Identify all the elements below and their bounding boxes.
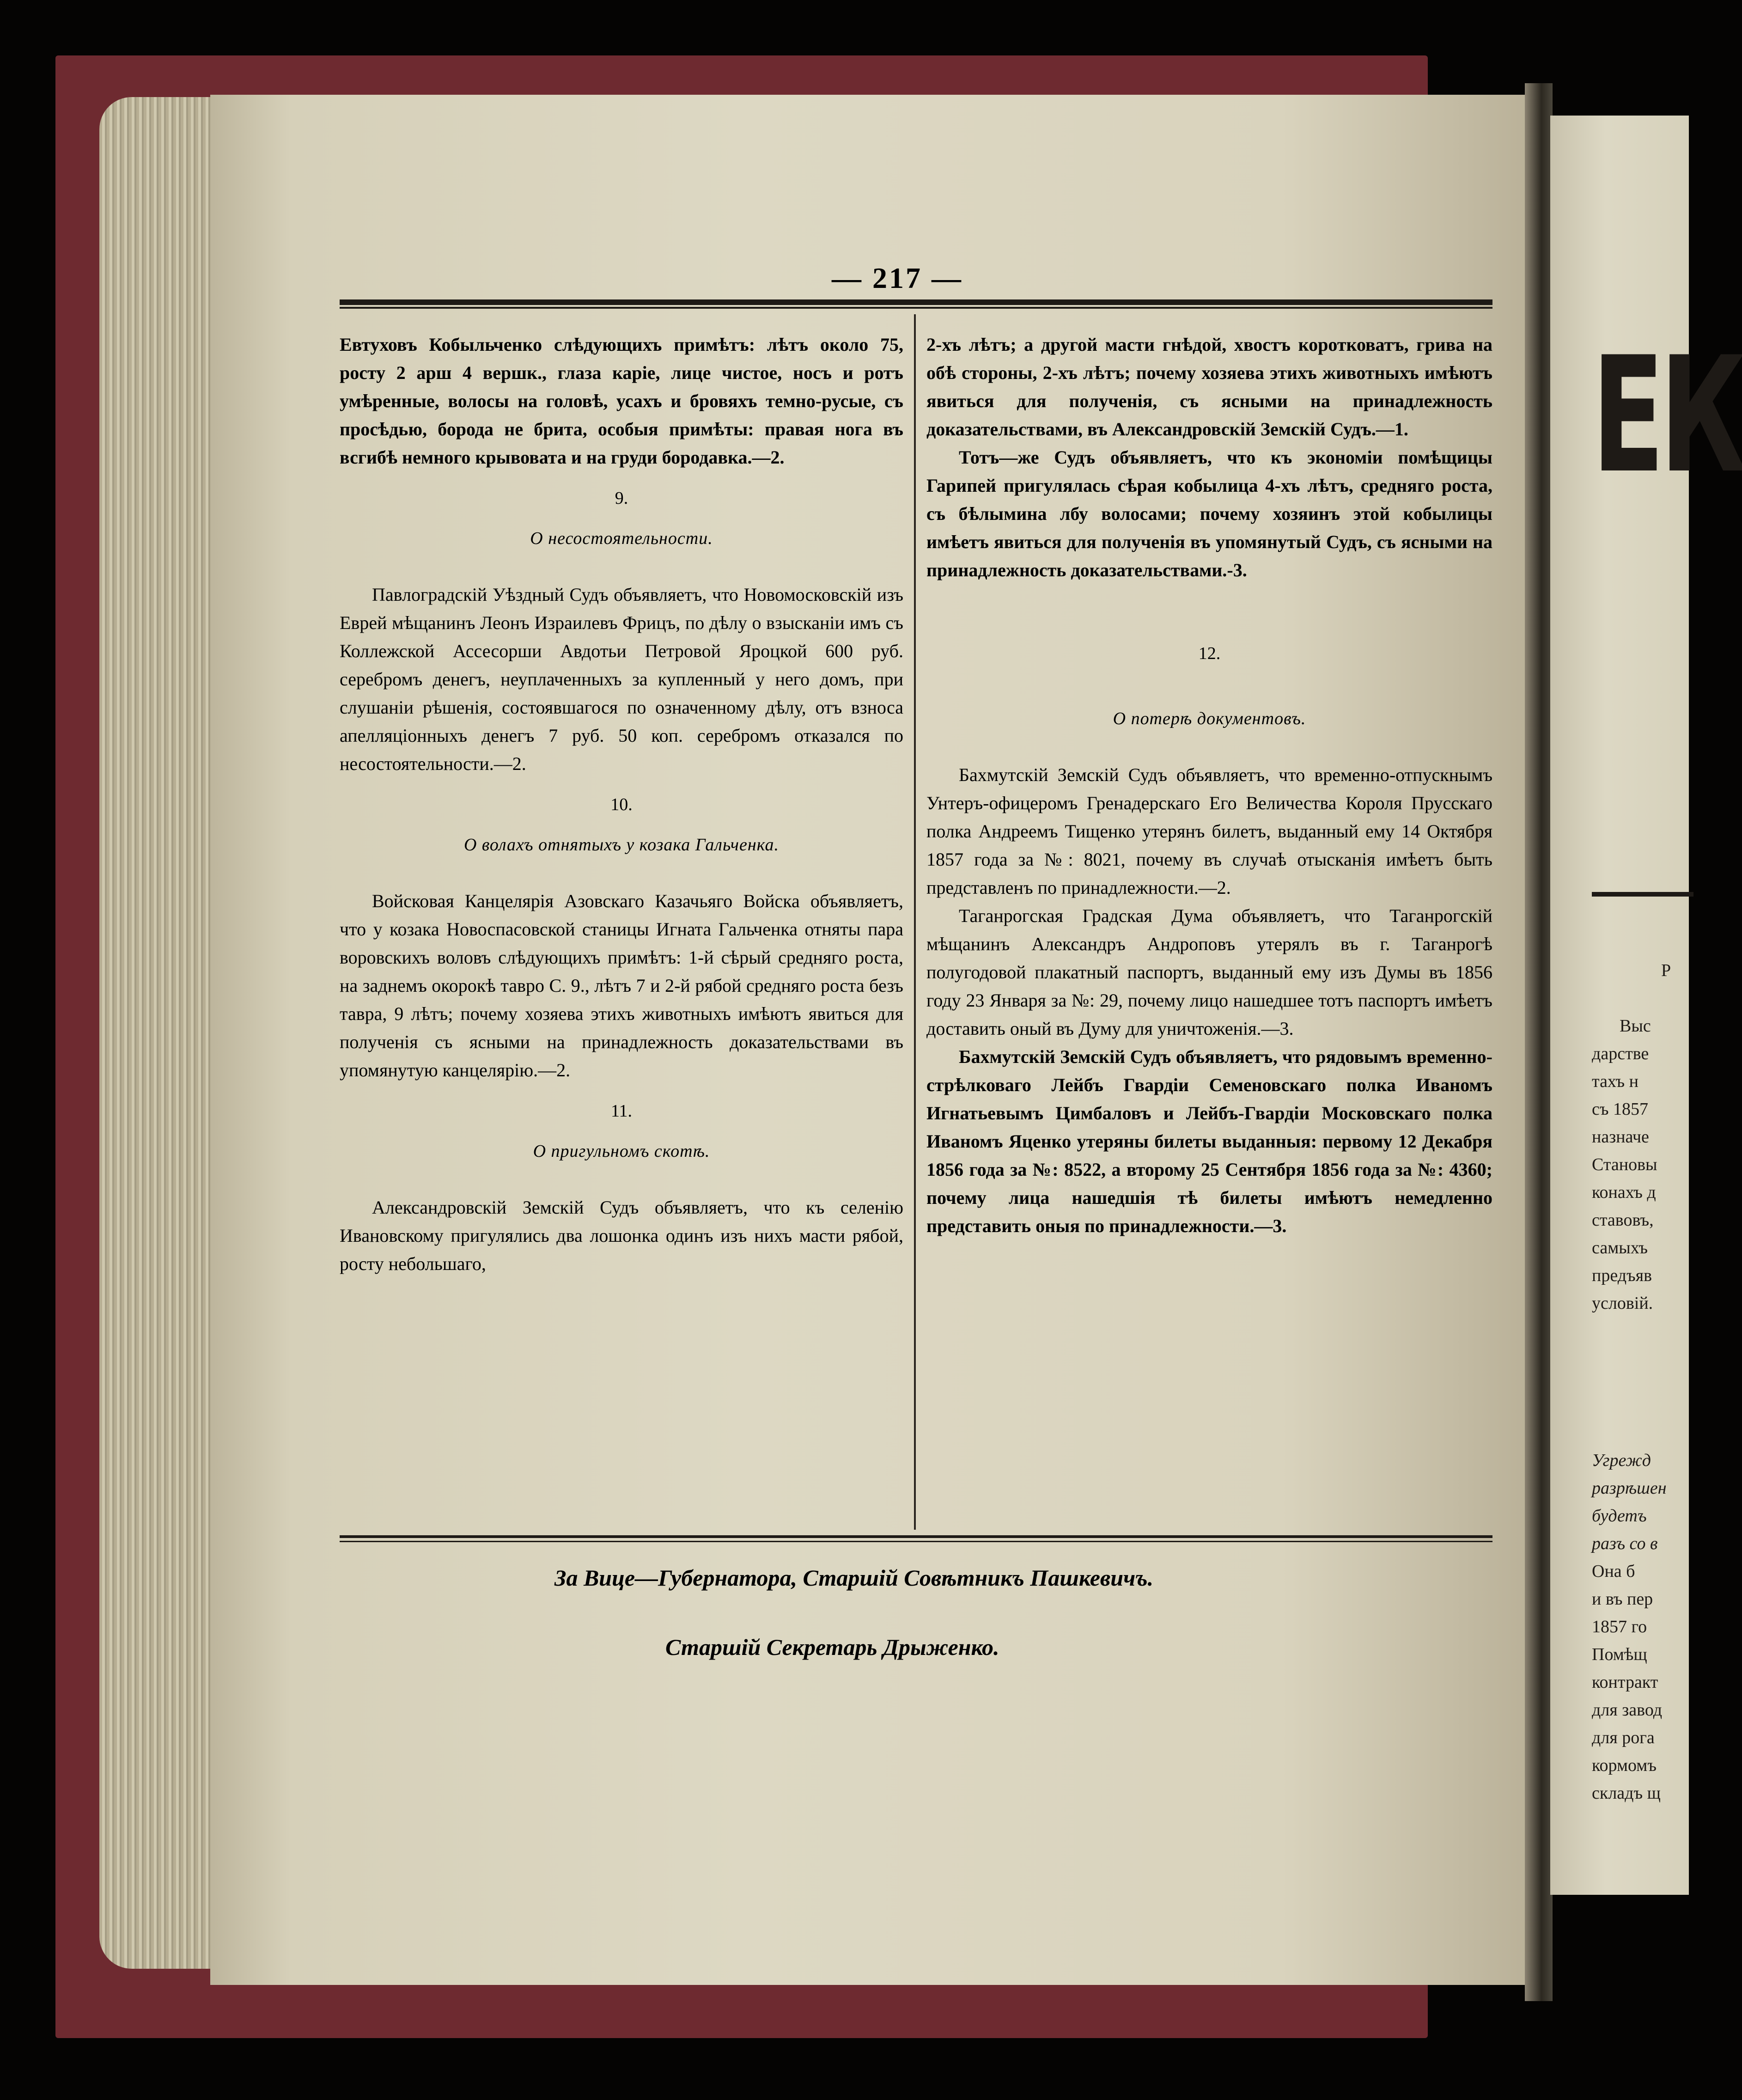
next-page-line: для завод bbox=[1592, 1700, 1663, 1720]
footer-rule bbox=[340, 1535, 1492, 1538]
right-paragraph-4: Таганрогская Градская Дума объявляетъ, что Таганрогскій мѣщанинъ Александръ Андроповъ утерялъ въ г. Таганрогѣ полугодовой плакатный паспортъ, выданный ему изъ Думы въ 1856 году 23 Января за №: 29, почему лицо нашедшее тотъ паспортъ имѣетъ доставить оный въ Думу для уничтоженія.—3. bbox=[926, 905, 1492, 1039]
section-10-heading: О волахъ отнятыхъ у козака Гальченка. bbox=[463, 835, 780, 855]
left-column bbox=[340, 330, 903, 1278]
next-page-line: съ 1857 bbox=[1592, 1099, 1649, 1119]
next-page-line: контракт bbox=[1592, 1673, 1658, 1692]
next-page-lines bbox=[1592, 957, 1671, 1807]
next-page-title: ЕК bbox=[1592, 324, 1742, 509]
next-page-fragment bbox=[1550, 116, 1742, 1895]
section-10-number: 10. bbox=[610, 795, 633, 814]
next-page-line: предъяв bbox=[1592, 1266, 1652, 1285]
header-rule-thin bbox=[340, 307, 1492, 309]
next-page-line: 1857 го bbox=[1592, 1617, 1647, 1636]
next-page-line: условій. bbox=[1592, 1294, 1653, 1313]
header-rule bbox=[340, 299, 1492, 305]
next-page-line: Угрежд bbox=[1592, 1451, 1651, 1470]
next-page-line: Она б bbox=[1592, 1562, 1635, 1581]
next-page-line: Выс bbox=[1620, 1016, 1651, 1036]
section-12-heading: О потерѣ документовъ. bbox=[1113, 709, 1306, 728]
signature-vice-governor: За Вице—Губернатора, Старшій Совѣтникъ Пашкевичъ. bbox=[554, 1565, 1154, 1591]
next-page-line: разъ со в bbox=[1592, 1534, 1658, 1553]
next-page-line: конахъ д bbox=[1592, 1183, 1656, 1202]
right-paragraph-3: Бахмутскій Земскій Судъ объявляетъ, что временно-отпускнымъ Унтеръ-офицеромъ Гренадерскаго Его Величества Короля Прусскаго полка Андреемъ Тищенко утерянъ билетъ, выданный ему 14 Октября 1857 года за №: 8021, почему въ случаѣ отысканія имѣетъ быть представленъ по принадлежности.—2. bbox=[926, 764, 1492, 898]
section-11-number: 11. bbox=[610, 1101, 633, 1121]
section-10-text: Войсковая Канцелярія Азовскаго Казачьяго Войска объявляетъ, что у козака Новоспасовской станицы Игната Гальченка отняты пара воровскихъ воловъ слѣдующихъ примѣтъ: 1-й сѣрый средняго роста, на заднемъ окорокѣ тавро С. 9., лѣтъ 7 и 2-й рябой средняго роста безъ тавра, 9 лѣтъ; почему хозяева этихъ животныхъ имѣютъ явиться для полученія съ ясными на принадлежность доказательствами въ упомянутую канцелярію.—2. bbox=[340, 891, 903, 1081]
next-page-line: самыхъ bbox=[1592, 1238, 1648, 1258]
next-page-line: и въ пер bbox=[1592, 1589, 1653, 1609]
left-continuation: Евтуховъ Кобыльченко слѣдующихъ примѣтъ: лѣтъ около 75, росту 2 арш 4 вершк., глаза каріе, лице чистое, носъ и ротъ умѣренные, волосы на головѣ, усахъ и бровяхъ темно-русые, съ просѣдью, борода не брита, особыя примѣты: правая нога въ всгибѣ немного крывовата и на груди бородавка.—2. bbox=[340, 334, 903, 468]
next-page-line: складъ щ bbox=[1592, 1783, 1661, 1803]
section-9-text: Павлоградскій Уѣздный Судъ объявляетъ, что Новомосковскій изъ Еврей мѣщанинъ Леонъ Израилевъ Фрицъ, по дѣлу о взысканіи имъ съ Коллежской Ассесорши Авдотьи Петровой Яроцкой 600 руб. серебромъ денегъ, неуплаченныхъ за купленный у него домъ, при слушаніи рѣшенія, состоявшагося по означенному дѣлу, отъ взноса апелляціонныхъ денегъ 7 руб. 50 коп. серебромъ отказался по несостоятельности.—2. bbox=[340, 584, 903, 774]
next-page-line: назначе bbox=[1592, 1127, 1649, 1147]
column-divider bbox=[914, 314, 916, 1530]
next-page-line: для рога bbox=[1592, 1728, 1655, 1747]
next-page-line: кормомъ bbox=[1592, 1756, 1657, 1775]
next-page-line: будетъ bbox=[1592, 1506, 1647, 1526]
next-page-line: Становы bbox=[1592, 1155, 1657, 1174]
footer-rule-thin bbox=[340, 1541, 1492, 1542]
next-page-line: Р bbox=[1661, 961, 1671, 980]
section-12-number: 12. bbox=[1198, 644, 1221, 663]
next-page-line: тахъ н bbox=[1592, 1072, 1638, 1091]
section-11-text: Александровскій Земскій Судъ объявляетъ, что къ селенію Ивановскому пригулялись два лошонка одинъ изъ нихъ масти рябой, росту небольшаго, bbox=[340, 1197, 903, 1274]
right-paragraph-2: Тотъ—же Судъ объявляетъ, что къ экономіи помѣщицы Гарипей пригулялась сѣрая кобылица 4-хъ лѣтъ, средняго роста, съ бѣлымина лбу волосами; почему хозяинъ этой кобылицы имѣетъ явиться для полученія въ упомянутый Судъ, съ ясными на принадлежность доказательствами.-3. bbox=[926, 447, 1492, 580]
right-continuation: 2-хъ лѣтъ; а другой масти гнѣдой, хвостъ коротковатъ, грива на обѣ стороны, 2-хъ лѣтъ; почему хозяева этихъ животныхъ имѣютъ явиться для полученія, съ ясными на принадлежность доказательствами, въ Александровскій Земскій Судъ.—1. bbox=[926, 334, 1492, 440]
right-paragraph-5: Бахмутскій Земскій Судъ объявляетъ, что рядовымъ временно-стрѣлковаго Лейбъ Гвардіи Семеновскаго полка Иваномъ Игнатьевымъ Цимбаловъ и Лейбъ-Гвардіи Московскаго полка Иваномъ Яценко утеряны билеты выданныя: первому 12 Декабря 1856 года за №: 8522, а второму 25 Сентября 1856 года за №: 4360; почему лица нашедшія тѣ билеты имѣютъ немедленно представить оныя по принадлежности.—3. bbox=[926, 1046, 1492, 1236]
right-column bbox=[926, 330, 1492, 1240]
signature-secretary: Старшій Секретарь Дрыженко. bbox=[665, 1634, 999, 1660]
spine-shadow bbox=[1525, 83, 1553, 2001]
next-page-rule bbox=[1592, 892, 1693, 897]
section-9-number: 9. bbox=[615, 488, 628, 508]
next-page-line: ставовъ, bbox=[1592, 1210, 1654, 1230]
page-number: — 217 — bbox=[832, 262, 963, 294]
next-page-line: дарстве bbox=[1592, 1044, 1649, 1063]
next-page-line: Помѣщ bbox=[1592, 1645, 1647, 1664]
section-11-heading: О пригульномъ скотѣ. bbox=[533, 1142, 710, 1161]
next-page-line: разрѣшен bbox=[1592, 1478, 1667, 1498]
section-9-heading: О несостоятельности. bbox=[530, 529, 713, 548]
